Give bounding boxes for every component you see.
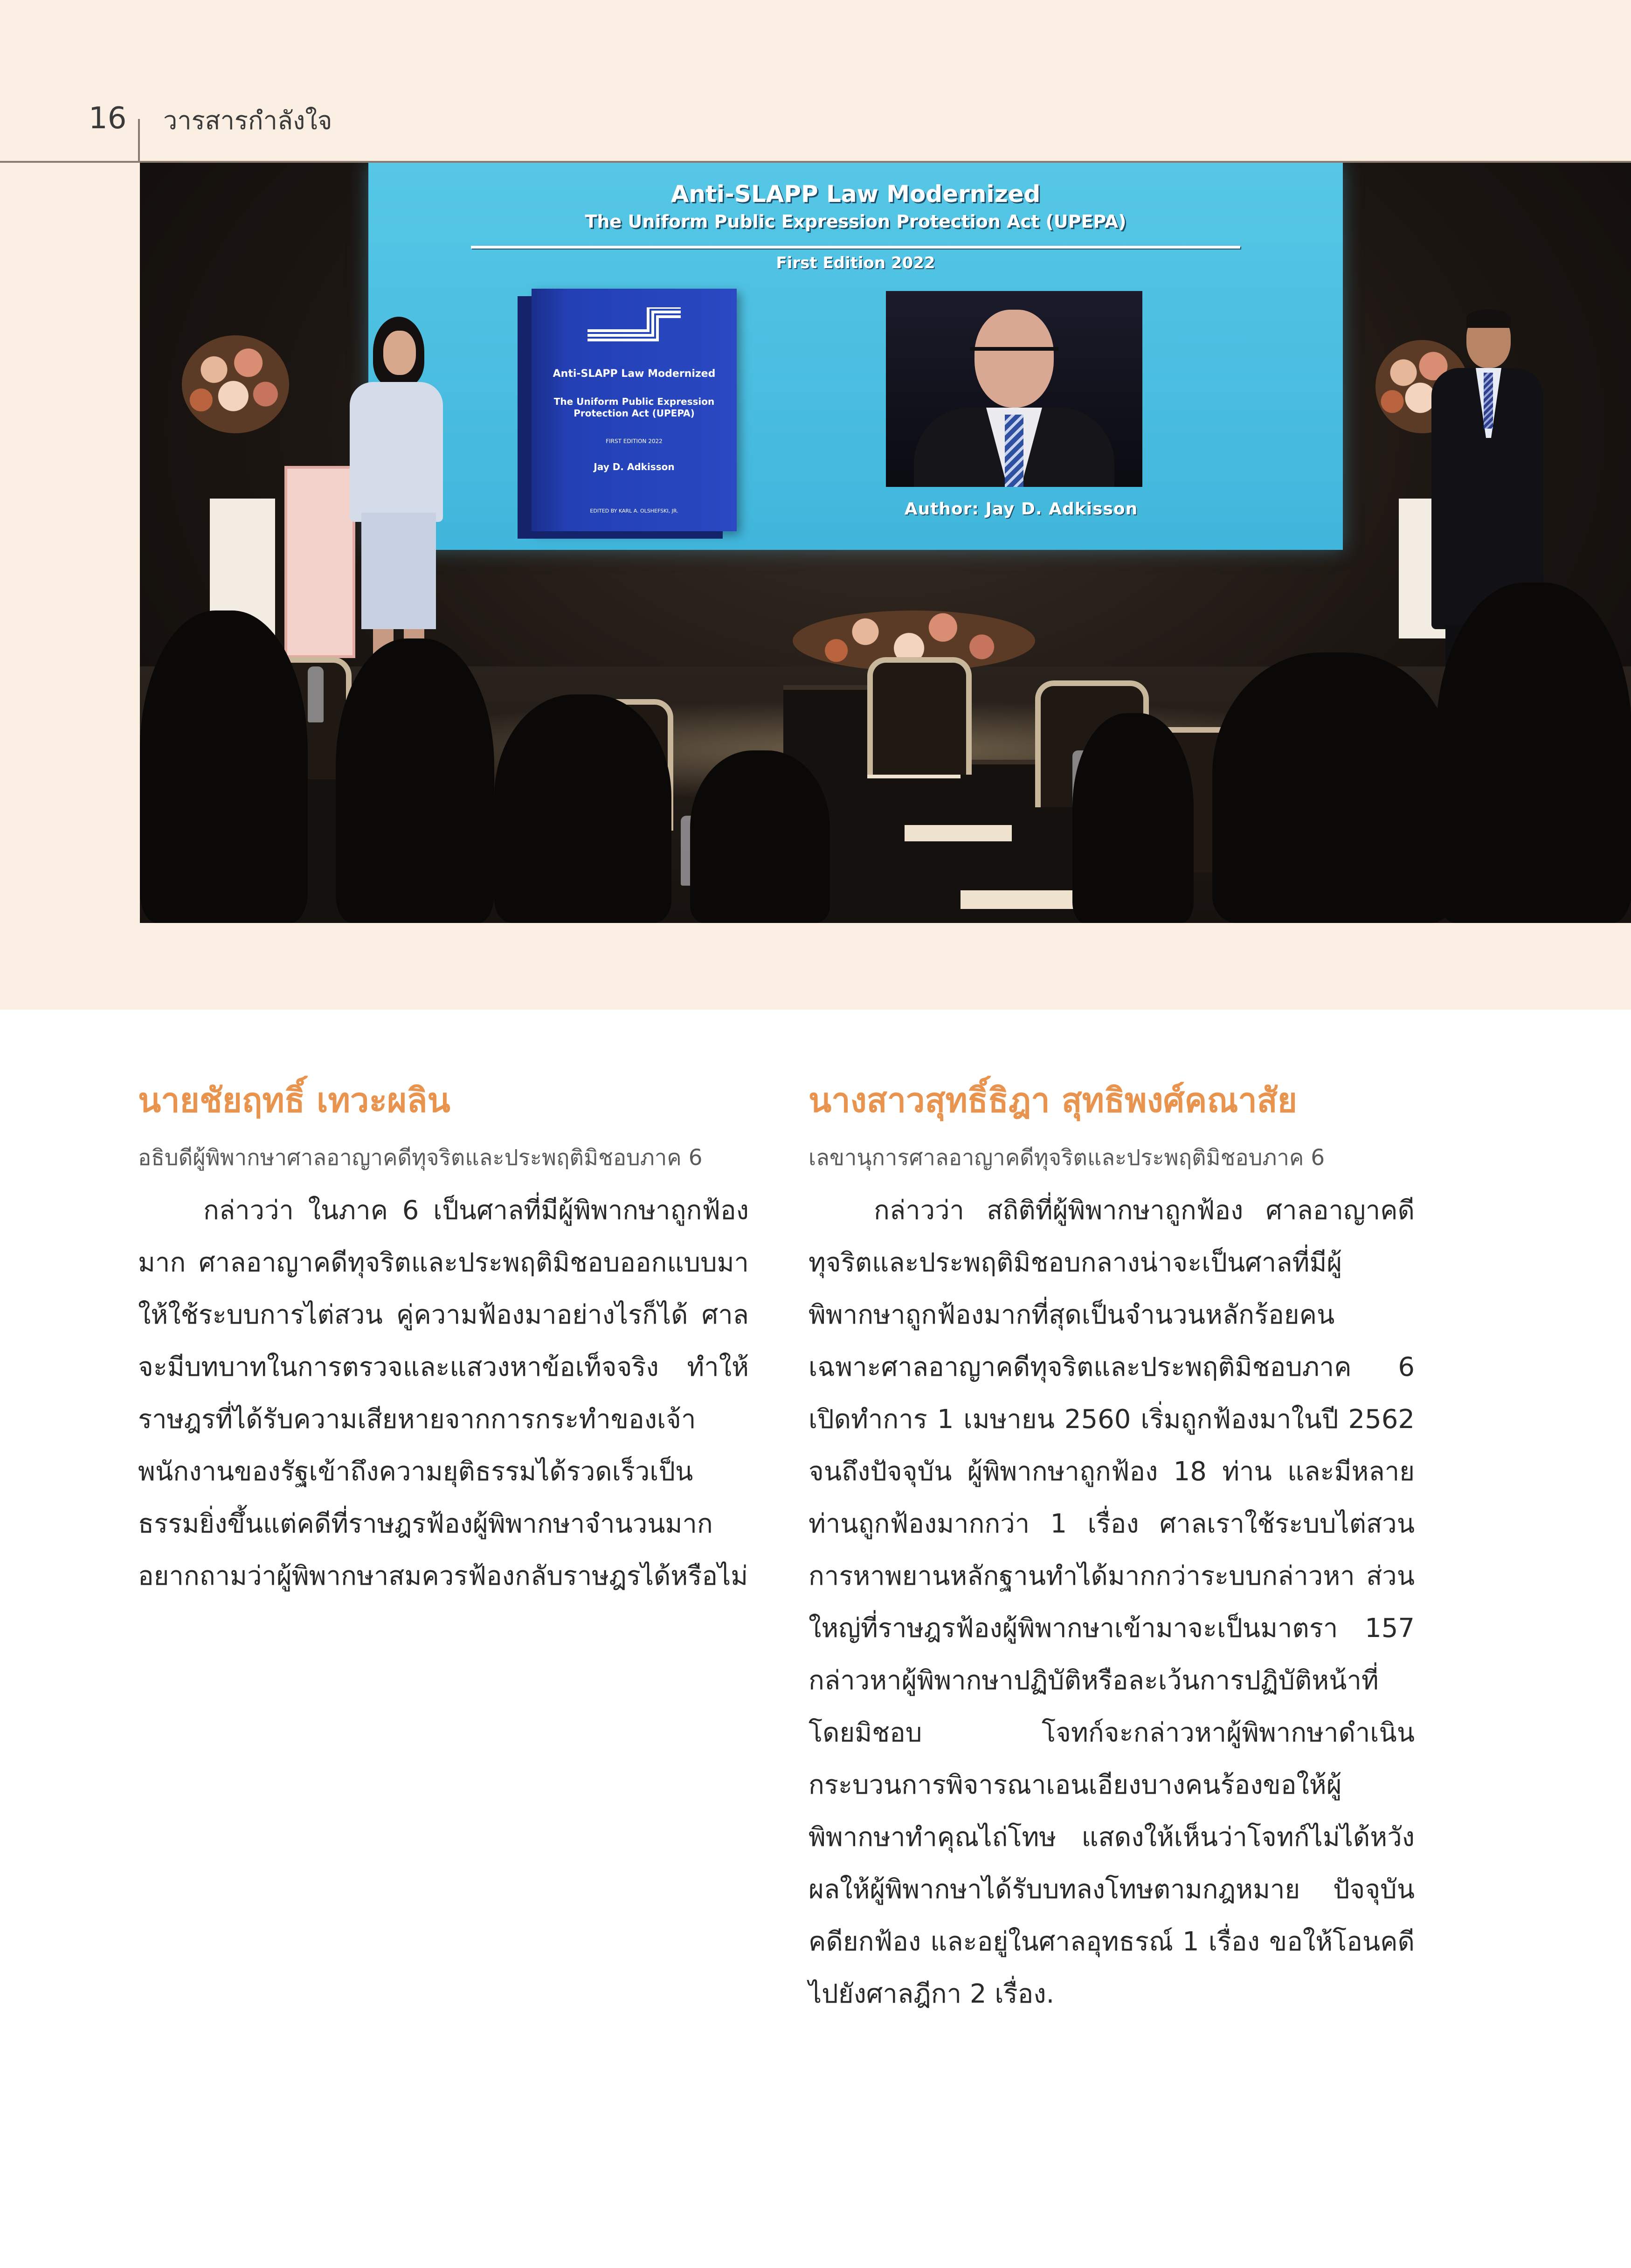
flower-arrangement-left xyxy=(182,335,289,433)
slide-subtitle: The Uniform Public Expression Protection Act (UPEPA) xyxy=(585,211,1126,232)
page-number: 16 xyxy=(89,101,127,136)
journal-title: วารสารกำลังใจ xyxy=(163,106,332,135)
right-speaker-position: เลขานุการศาลอาญาคดีทุจริตและประพฤติมิชอบภาค 6 xyxy=(809,1145,1325,1171)
portrait-glasses xyxy=(970,347,1058,365)
projection-screen xyxy=(368,163,1343,550)
book-edition: FIRST EDITION 2022 xyxy=(606,438,663,444)
event-photo xyxy=(140,163,1631,923)
speaker-face xyxy=(383,331,416,375)
table-papers xyxy=(961,890,1082,909)
speaker-jacket xyxy=(350,382,443,522)
book-title: Anti-SLAPP Law Modernized xyxy=(553,368,716,380)
speaker-skirt xyxy=(361,513,436,629)
author-portrait xyxy=(886,291,1142,487)
right-speaker-name: นางสาวสุทธิ์ธิฎา สุทธิพงศ์คณาสัย xyxy=(809,1081,1297,1120)
audience-member xyxy=(140,610,308,923)
man-hair xyxy=(1466,309,1511,328)
table-papers xyxy=(905,825,1012,841)
audience-member xyxy=(494,694,671,923)
book-cover xyxy=(532,289,737,531)
left-body-paragraph: กล่าวว่า ในภาค 6 เป็นศาลที่มีผู้พิพากษาถูกฟ้องมาก ศาลอาญาคดีทุจริตและประพฤติมิชอบออกแบบมาให้ใช้ระบบการไต่สวน คู่ความฟ้องมาอย่างไรก็ได้ ศาลจะมีบทบาทในการตรวจและแสวงหาข้อเท็จจริง ทำให้ราษฎรที่ได้รับความเสียหายจากการกระทำของเจ้าพนักงานของรัฐเข้าถึงความยุติธรรมได้รวดเร็วเป็นธรรมยิ่งขึ้นแต่คดีที่ราษฎรฟ้องผู้พิพากษาจำนวนมากอยากถามว่าผู้พิพากษาสมควรฟ้องกลับราษฎรได้หรือไม่ xyxy=(138,1195,749,1591)
book-author: Jay D. Adkisson xyxy=(594,461,675,472)
book-logo-icon xyxy=(583,307,685,345)
chair xyxy=(867,657,972,775)
audience-member xyxy=(1212,652,1455,923)
right-body-text xyxy=(809,1185,1415,2020)
audience-member xyxy=(1072,713,1194,923)
left-speaker-position: อธิบดีผู้พิพากษาศาลอาญาคดีทุจริตและประพฤติมิชอบภาค 6 xyxy=(138,1145,703,1171)
book-subtitle: The Uniform Public Expression Protection Act (UPEPA) xyxy=(553,396,715,419)
slide-title: Anti-SLAPP Law Modernized xyxy=(670,180,1041,208)
audience-member xyxy=(690,750,830,923)
water-bottle xyxy=(308,666,324,722)
right-body-paragraph: กล่าวว่า สถิติที่ผู้พิพากษาถูกฟ้อง ศาลอาญาคดีทุจริตและประพฤติมิชอบกลางน่าจะเป็นศาลที่มีผู้พิพากษาถูกฟ้องมากที่สุดเป็นจำนวนหลักร้อยคน เฉพาะศาลอาญาคดีทุจริตและประพฤติมิชอบภาค 6 เปิดทำการ 1 เมษายน 2560 เริ่มถูกฟ้องมาในปี 2562 จนถึงปัจจุบัน ผู้พิพากษาถูกฟ้อง 18 ท่าน และมีหลายท่านถูกฟ้องมากกว่า 1 เรื่อง ศาลเราใช้ระบบไต่สวนการหาพยานหลักฐานทำได้มากกว่าระบบกล่าวหา ส่วนใหญ่ที่ราษฎรฟ้องผู้พิพากษาเข้ามาจะเป็นมาตรา 157 กล่าวหาผู้พิพากษาปฏิบัติหรือละเว้นการปฏิบัติหน้าที่โดยมิชอบ โจทก์จะกล่าวหาผู้พิพากษาดำเนินกระบวนการพิจารณาเอนเอียงบางคนร้องขอให้ผู้พิพากษาทำคุณไถ่โทษ แสดงให้เห็นว่าโจทก์ไม่ได้หวังผลให้ผู้พิพากษาได้รับบทลงโทษตามกฎหมาย ปัจจุบันคดียกฟ้อง และอยู่ในศาลอุทธรณ์ 1 เรื่อง ขอให้โอนคดีไปยังศาลฎีกา 2 เรื่อง. xyxy=(809,1195,1415,2009)
audience-member xyxy=(1436,583,1631,923)
book-editor: EDITED BY KARL A. OLSHEFSKI, JR. xyxy=(590,508,678,514)
portrait-tie xyxy=(1005,415,1023,487)
left-body-text xyxy=(138,1185,749,1602)
slide-author: Author: Jay D. Adkisson xyxy=(904,499,1138,519)
slide-rule xyxy=(471,246,1240,249)
man-tie xyxy=(1484,373,1493,429)
header-divider xyxy=(138,119,140,161)
audience-member xyxy=(336,638,494,923)
slide-edition: First Edition 2022 xyxy=(776,254,935,272)
left-speaker-name: นายชัยฤทธิ์ เทวะผลิน xyxy=(138,1081,450,1120)
